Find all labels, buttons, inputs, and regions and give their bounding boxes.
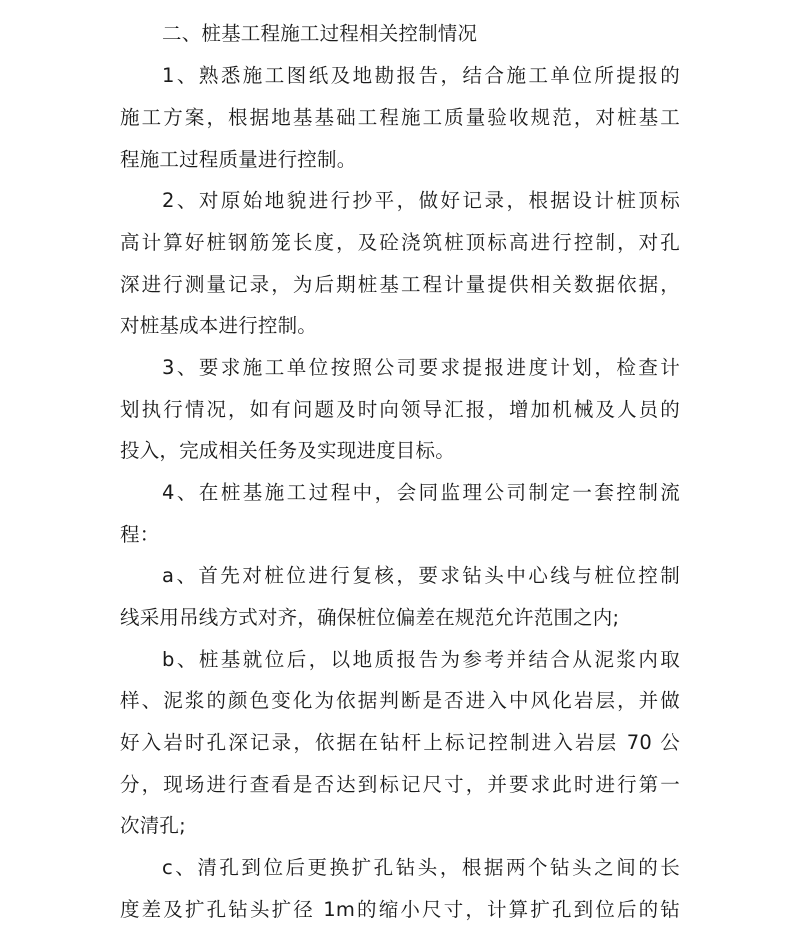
item-b-line-3: 好入岩时孔深记录，依据在钻杆上标记控制进入岩层 70 公 <box>120 731 680 754</box>
item-b-line-4: 分，现场进行查看是否达到标记尺寸，并要求此时进行第一 <box>120 773 680 796</box>
section-heading: 二、桩基工程施工过程相关控制情况 <box>162 22 478 45</box>
item-a-line-1: a、首先对桩位进行复核，要求钻头中心线与桩位控制 <box>162 564 680 587</box>
paragraph-4-line-1: 4、在桩基施工过程中，会同监理公司制定一套控制流 <box>162 481 680 504</box>
paragraph-2-line-3: 深进行测量记录，为后期桩基工程计量提供相关数据依据， <box>120 273 680 296</box>
paragraph-3-line-1: 3、要求施工单位按照公司要求提报进度计划，检查计 <box>162 356 680 379</box>
paragraph-2-line-2: 高计算好桩钢筋笼长度，及砼浇筑桩顶标高进行控制，对孔 <box>120 231 680 254</box>
paragraph-1-line-1: 1、熟悉施工图纸及地勘报告，结合施工单位所提报的 <box>162 64 680 87</box>
paragraph-1-line-3: 程施工过程质量进行控制。 <box>120 148 357 171</box>
item-a-line-2: 线采用吊线方式对齐，确保桩位偏差在规范允许范围之内; <box>120 606 620 629</box>
paragraph-2-line-1: 2、对原始地貌进行抄平，做好记录，根据设计桩顶标 <box>162 189 680 212</box>
item-c-line-1: c、清孔到位后更换扩孔钻头，根据两个钻头之间的长 <box>162 856 680 879</box>
item-b-line-2: 样、泥浆的颜色变化为依据判断是否进入中风化岩层，并做 <box>120 689 680 712</box>
item-b-line-1: b、桩基就位后，以地质报告为参考并结合从泥浆内取 <box>162 648 680 671</box>
paragraph-2-line-4: 对桩基成本进行控制。 <box>120 314 318 337</box>
item-b-line-5: 次清孔; <box>120 814 186 837</box>
item-c-line-2: 度差及扩孔钻头扩径 1m的缩小尺寸，计算扩孔到位后的钻 <box>120 898 680 921</box>
paragraph-4-line-2: 程： <box>120 523 160 546</box>
paragraph-1-line-2: 施工方案，根据地基基础工程施工质量验收规范，对桩基工 <box>120 106 680 129</box>
paragraph-3-line-3: 投入，完成相关任务及实现进度目标。 <box>120 439 455 462</box>
paragraph-3-line-2: 划执行情况，如有问题及时向领导汇报，增加机械及人员的 <box>120 398 680 421</box>
